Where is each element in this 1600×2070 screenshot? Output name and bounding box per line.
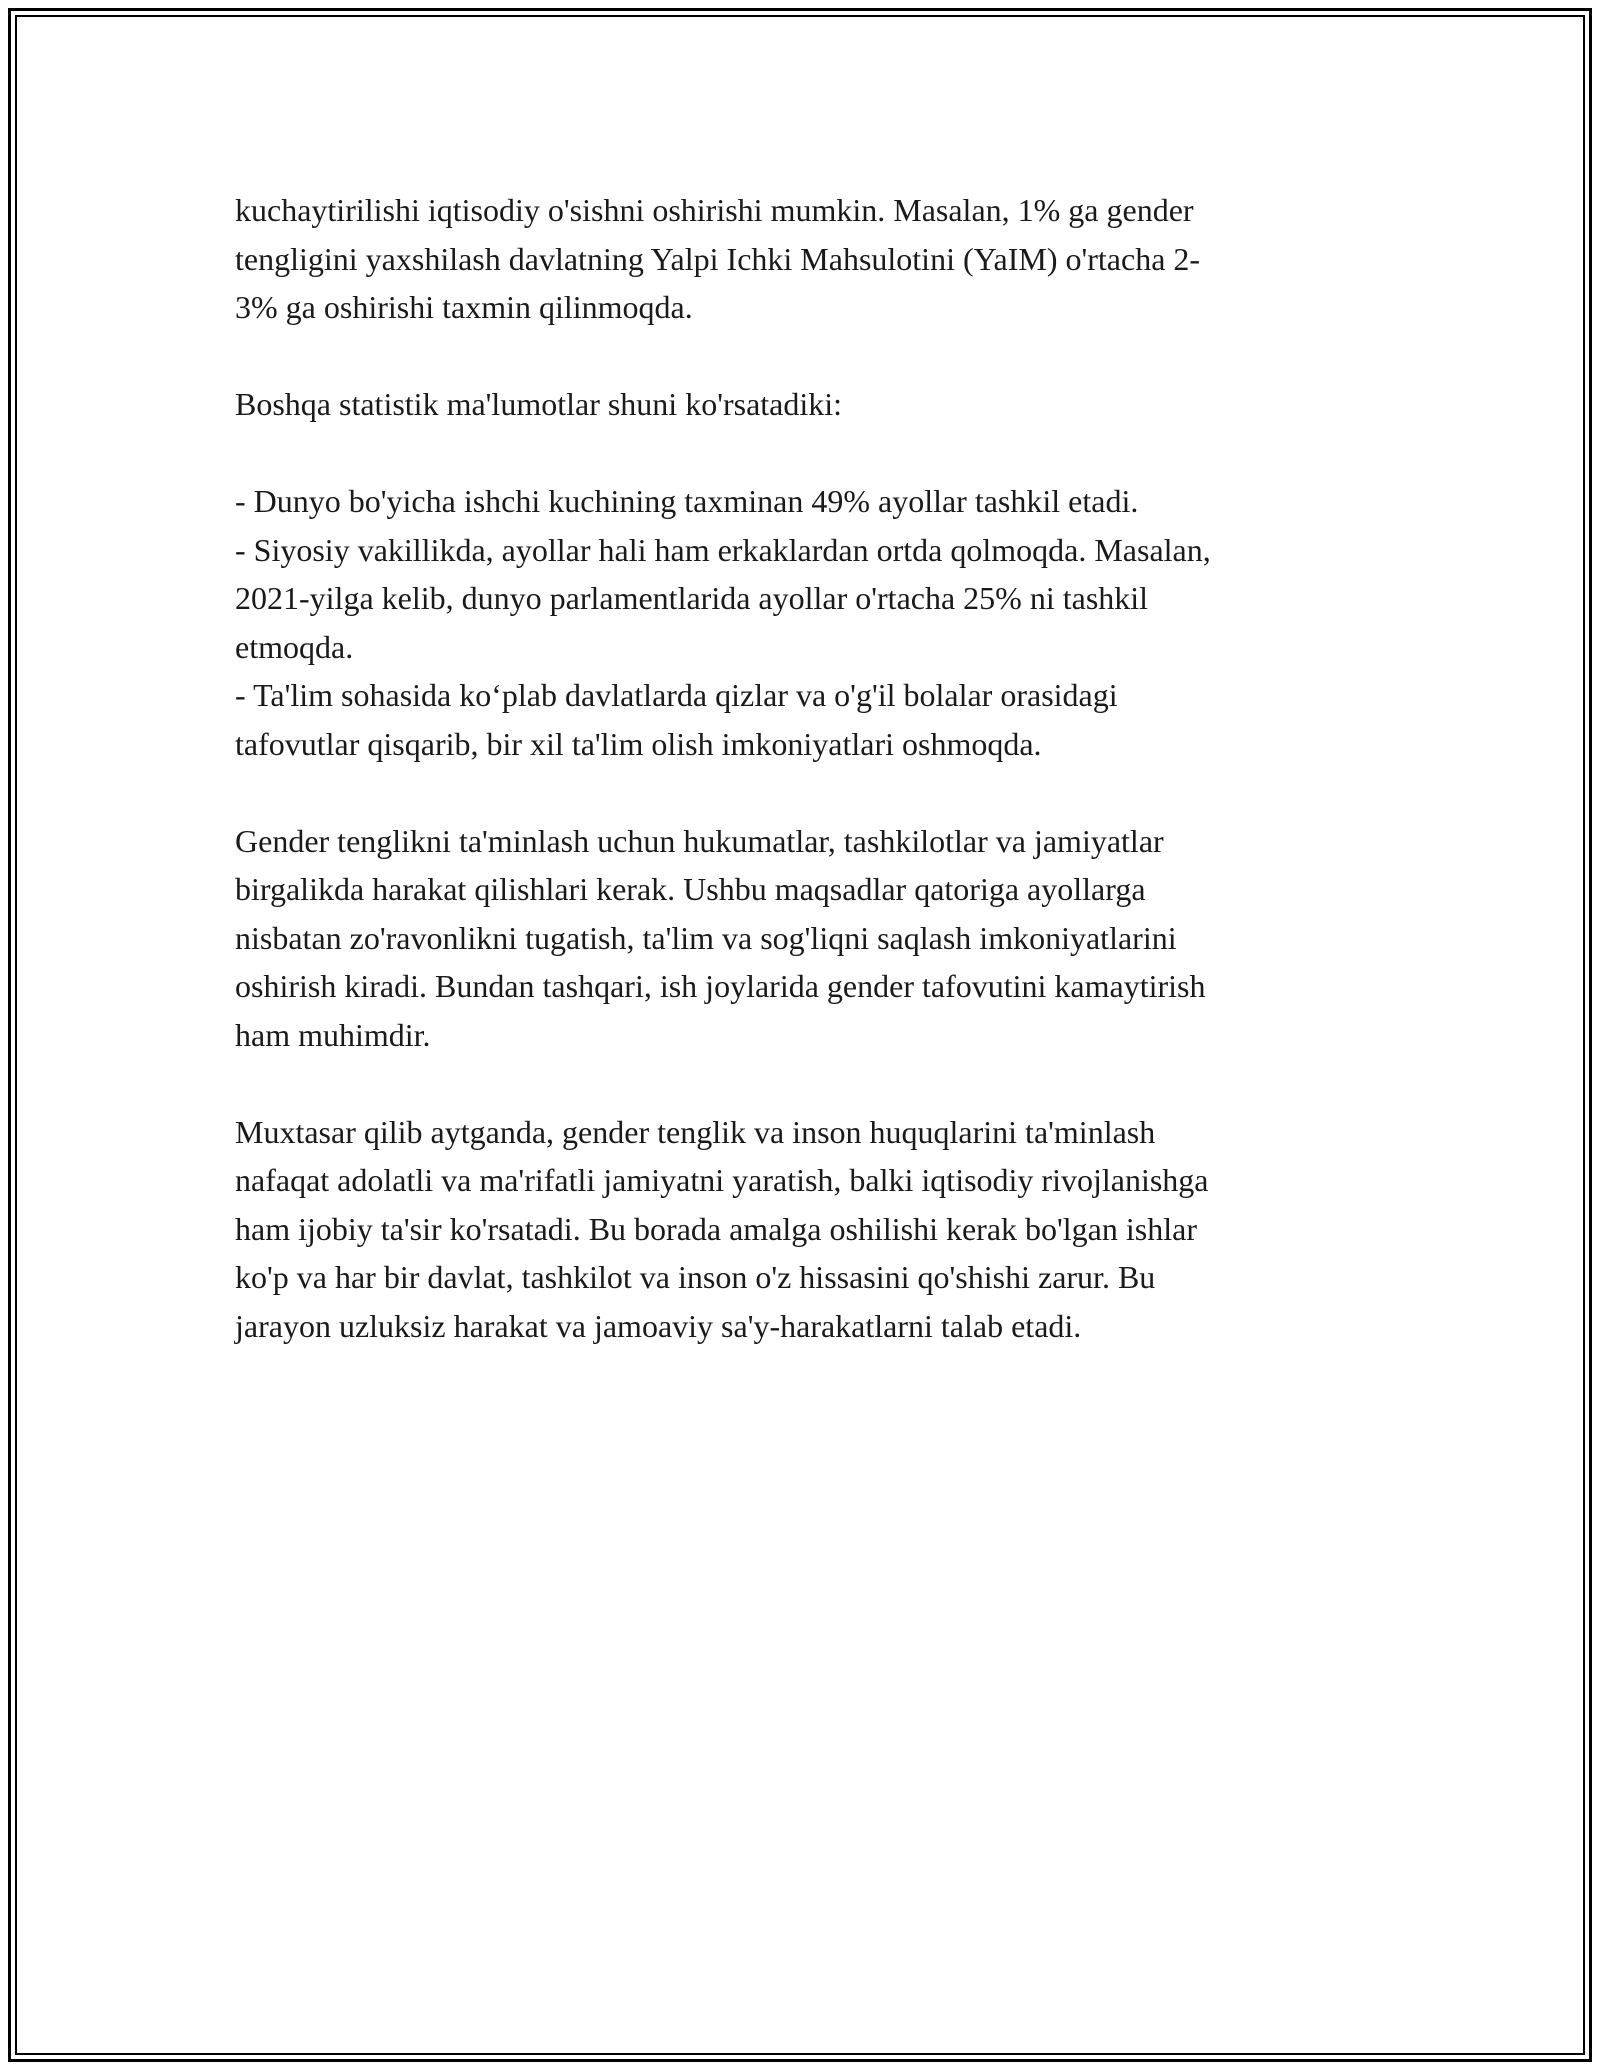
document-body [235, 186, 1375, 1399]
paragraph-ensuring-equality: Gender tenglikni ta'minlash uchun hukumatlar, tashkilotlar va jamiyatlar birgalikda harakat qilishlari kerak. Ushbu maqsadlar qatoriga ayollarga nisbatan zo'ravonlikni tugatish, ta'lim va sog'liqni saqlash imkoniyatlarini oshirish kiradi. Bundan tashqari, ish joylarida gender tafovutini kamaytirish ham muhimdir. [235, 822, 1206, 1053]
list-item: - Ta'lim sohasida ko‘plab davlatlarda qizlar va o'g'il bolalar orasidagi tafovutlar qisqarib, bir xil ta'lim olish imkoniyatlari oshmoqda. [235, 677, 1118, 762]
statistics-list [235, 477, 1375, 768]
paragraph-statistics-intro: Boshqa statistik ma'lumotlar shuni ko'rsatadiki: [235, 386, 843, 422]
list-item: - Dunyo bo'yicha ishchi kuchining taxminan 49% ayollar tashkil etadi. [235, 483, 1139, 519]
paragraph-gdp-growth: kuchaytirilishi iqtisodiy o'sishni oshirishi mumkin. Masalan, 1% ga gender tengligini yaxshilash davlatning Yalpi Ichki Mahsulotini (YaIM) o'rtacha 2- 3% ga oshirishi taxmin qilinmoqda. [235, 192, 1201, 325]
list-item: - Siyosiy vakillikda, ayollar hali ham erkaklardan ortda qolmoqda. Masalan, 2021-yilga kelib, dunyo parlamentlarida ayollar o'rtacha 25% ni tashkil etmoqda. [235, 531, 1211, 665]
paragraph-conclusion: Muxtasar qilib aytganda, gender tenglik va inson huquqlarini ta'minlash nafaqat adolatli va ma'rifatli jamiyatni yaratish, balki iqtisodiy rivojlanishga ham ijobiy ta'sir ko'rsatadi. Bu borada amalga oshilishi kerak bo'lgan ishlar ko'p va har bir davlat, tashkilot va inson o'z hissasini qo'shishi zarur. Bu jarayon uzluksiz harakat va jamoaviy sa'y-harakatlarni talab etadi. [235, 1113, 1209, 1344]
